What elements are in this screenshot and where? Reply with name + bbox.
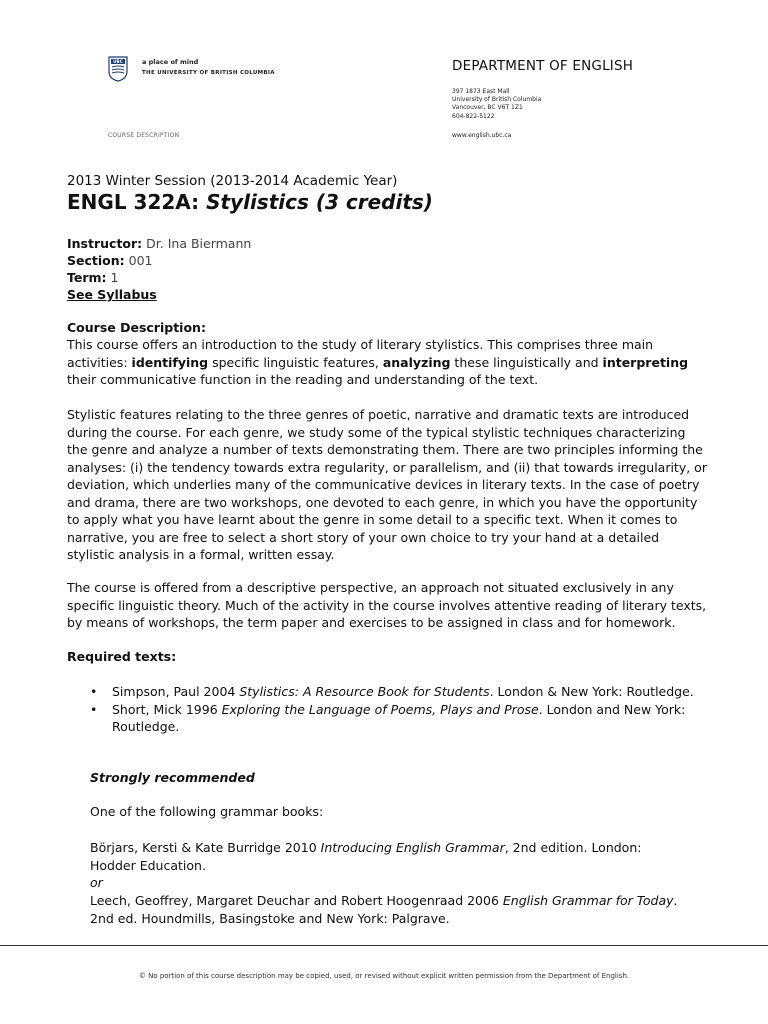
section-value: 001 bbox=[128, 253, 153, 268]
document-label: COURSE DESCRIPTION bbox=[108, 132, 180, 139]
department-address bbox=[452, 88, 541, 121]
ubc-crest-logo bbox=[108, 56, 128, 82]
description-heading: Course Description: bbox=[67, 320, 206, 335]
address-line: 604-822-5122 bbox=[452, 112, 495, 120]
grammar-book-2: Leech, Geoffrey, Margaret Deuchar and Robert Hoogenraad 2006 English Grammar for Today. 2nd ed. Houndmills, Basingstoke and New York: Palgrave. bbox=[90, 893, 678, 926]
copyright-footer: © No portion of this course description may be copied, used, or revised without explicit written permission from the Department of English. bbox=[138, 972, 630, 980]
syllabus-link[interactable]: See Syllabus bbox=[67, 287, 157, 302]
term-value: 1 bbox=[110, 270, 119, 285]
recommended-heading: Strongly recommended bbox=[90, 770, 255, 785]
course-name: Stylistics (3 credits) bbox=[206, 190, 433, 214]
description-paragraph-1: This course offers an introduction to the study of literary stylistics. This comprises three main activities: identifying specific linguistic features, analyzing these linguistically and interpreting their communicative function in the reading and understanding of the text. bbox=[67, 337, 689, 387]
instructor-value: Dr. Ina Biermann bbox=[146, 236, 252, 251]
address-line: University of British Columbia bbox=[452, 96, 542, 104]
address-line: Vancouver, BC V6T 1Z1 bbox=[452, 104, 523, 112]
description-paragraph-2: Stylistic features relating to the three genres of poetic, narrative and dramatic texts are introduced during the course. For each genre, we study some of the typical stylistic techniques characterizing the genre and analyze a number of texts demonstrating them. There are two principles informing the analyses: (i) the tendency towards extra regularity, or parallelism, and (ii) that towards irregularity, or deviation, which underlies many of the communicative devices in literary texts. In the case of poetry and drama, there are two workshops, one devoted to each genre, in which you have the opportunity to apply what you have learnt about the genre in some detail to a specific text. When it comes to narrative, you are free to select a short story of your own choice to try your hand at a detailed stylistic analysis in a formal, written essay. bbox=[67, 407, 707, 562]
or-separator: or bbox=[90, 875, 103, 890]
grammar-book-1: Börjars, Kersti & Kate Burridge 2010 Introducing English Grammar, 2nd edition. London: Hodder Education. or bbox=[90, 840, 642, 890]
address-line: 397 1873 East Mall bbox=[452, 88, 510, 95]
svg-text:UBC: UBC bbox=[113, 59, 123, 65]
required-texts-heading: Required texts: bbox=[67, 649, 177, 664]
department-title: DEPARTMENT OF ENGLISH bbox=[452, 58, 634, 74]
course-code: ENGL 322A: bbox=[67, 190, 200, 214]
ubc-tagline: a place of mind bbox=[142, 58, 199, 66]
list-item: • Simpson, Paul 2004 Stylistics: A Resource Book for Students. London & New York: Routledge. bbox=[90, 683, 700, 701]
course-meta bbox=[67, 235, 251, 303]
course-title bbox=[67, 190, 433, 214]
emphasis-analyzing: analyzing bbox=[382, 354, 451, 370]
department-website[interactable]: www.english.ubc.ca bbox=[452, 132, 512, 139]
description-paragraph-3: The course is offered from a descriptive perspective, an approach not situated exclusively in any specific linguistic theory. Much of the activity in the course involves attentive reading of literary texts, by means of workshops, the term paper and exercises to be assigned in class and for homework. bbox=[67, 580, 707, 630]
section-label: Section: bbox=[67, 253, 125, 268]
footer-divider bbox=[0, 945, 768, 946]
recommended-intro: One of the following grammar books: bbox=[90, 804, 324, 819]
term-label: Term: bbox=[67, 270, 107, 285]
emphasis-identifying: identifying bbox=[131, 354, 209, 370]
ubc-name: THE UNIVERSITY OF BRITISH COLUMBIA bbox=[142, 70, 275, 76]
session-line: 2013 Winter Session (2013-2014 Academic Year) bbox=[67, 173, 398, 189]
emphasis-interpreting: interpreting bbox=[602, 354, 689, 370]
instructor-label: Instructor: bbox=[67, 236, 143, 251]
list-item: • Short, Mick 1996 Exploring the Language of Poems, Plays and Prose. London and New York: Routledge. bbox=[90, 701, 700, 736]
required-texts-list bbox=[90, 683, 700, 736]
